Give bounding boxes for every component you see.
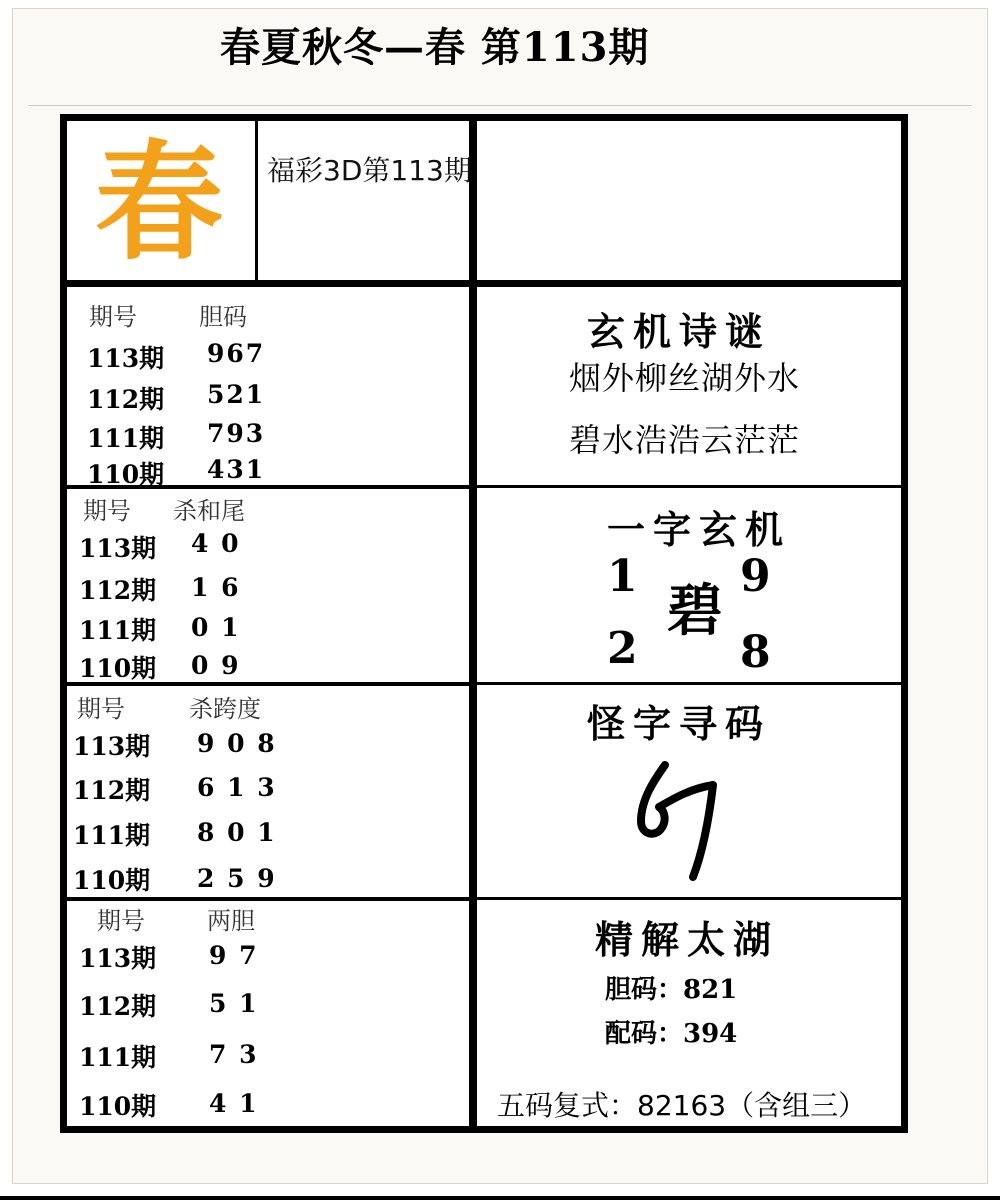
table-row-value: 7 3 [209, 1040, 259, 1069]
table-row-value: 0 9 [191, 651, 241, 680]
table-row-period: 110期 [79, 1092, 157, 1121]
one-char-clue-title: 一字玄机 [607, 507, 792, 552]
strange-char-title: 怪字寻码 [587, 701, 772, 746]
grid-line-right-1 [475, 485, 901, 488]
table-row-value: 9 0 8 [197, 729, 277, 758]
table-row-value: 8 0 1 [197, 818, 277, 847]
table-row-value: 793 [207, 419, 266, 448]
table-row-value: 2 5 9 [197, 864, 277, 893]
title-divider [28, 105, 972, 106]
table-row-period: 112期 [79, 992, 157, 1021]
table-row-period: 110期 [79, 654, 157, 683]
table-row-period: 110期 [73, 866, 151, 895]
dan-ma-line: 胆码：821 [605, 975, 738, 1005]
clue-center-character: 碧 [667, 578, 723, 644]
table-row-period: 113期 [79, 534, 157, 563]
column-header-value: 杀跨度 [189, 695, 261, 723]
table-row-period: 113期 [79, 944, 157, 973]
table-row-value: 4 0 [191, 529, 241, 558]
table-row-period: 112期 [87, 385, 165, 414]
grid-line-right-2 [475, 682, 901, 685]
table-row-value: 1 6 [191, 573, 241, 602]
column-header-value: 杀和尾 [173, 497, 245, 525]
poem-riddle-title: 玄机诗谜 [587, 309, 772, 354]
detailed-explanation-title: 精解太湖 [595, 917, 780, 962]
grid-line-top [67, 280, 901, 287]
table-row-value: 4 1 [209, 1089, 259, 1118]
table-row-period: 113期 [73, 732, 151, 761]
table-row-period: 111期 [79, 616, 157, 645]
grid-line-top-vertical [255, 121, 258, 281]
clue-digit-top-left: 1 [607, 551, 638, 602]
table-row-period: 112期 [79, 576, 157, 605]
spring-character: 春 [95, 128, 224, 278]
column-header-value: 两胆 [207, 907, 255, 935]
table-row-period: 112期 [73, 776, 151, 805]
table-row-value: 521 [207, 380, 266, 409]
clue-digit-bottom-left: 2 [607, 623, 638, 674]
five-code-combo-line: 五码复式：82163（含组三） [497, 1089, 867, 1122]
pei-ma-line: 配码：394 [605, 1019, 738, 1049]
table-row-value: 9 7 [209, 941, 259, 970]
table-row-value: 967 [207, 339, 266, 368]
column-header-period: 期号 [77, 695, 125, 723]
table-row-period: 111期 [79, 1043, 157, 1072]
table-row-period: 111期 [73, 821, 151, 850]
poem-line-2: 碧水浩浩云茫茫 [569, 421, 801, 459]
poem-line-1: 烟外柳丝湖外水 [569, 359, 801, 397]
bottom-border [0, 1196, 1000, 1200]
column-header-period: 期号 [83, 497, 131, 525]
lottery-board [60, 114, 908, 1133]
clue-digit-top-right: 9 [740, 551, 771, 602]
table-row-period: 110期 [87, 460, 165, 489]
column-header-period: 期号 [97, 907, 145, 935]
column-header-value: 胆码 [199, 303, 247, 331]
grid-line-right-3 [475, 897, 901, 900]
table-row-period: 111期 [87, 424, 165, 453]
table-row-value: 5 1 [209, 989, 259, 1018]
table-row-value: 431 [207, 455, 266, 484]
column-header-period: 期号 [89, 303, 137, 331]
page-title: 春夏秋冬—春 第113期 [220, 24, 650, 71]
grid-line-main-vertical [469, 121, 477, 1126]
clue-digit-bottom-right: 8 [740, 627, 771, 678]
handwritten-glyph-icon [633, 759, 723, 885]
table-row-value: 6 1 3 [197, 773, 277, 802]
table-row-value: 0 1 [191, 613, 241, 642]
table-row-period: 113期 [87, 344, 165, 373]
issue-label: 福彩3D第113期 [267, 154, 472, 187]
